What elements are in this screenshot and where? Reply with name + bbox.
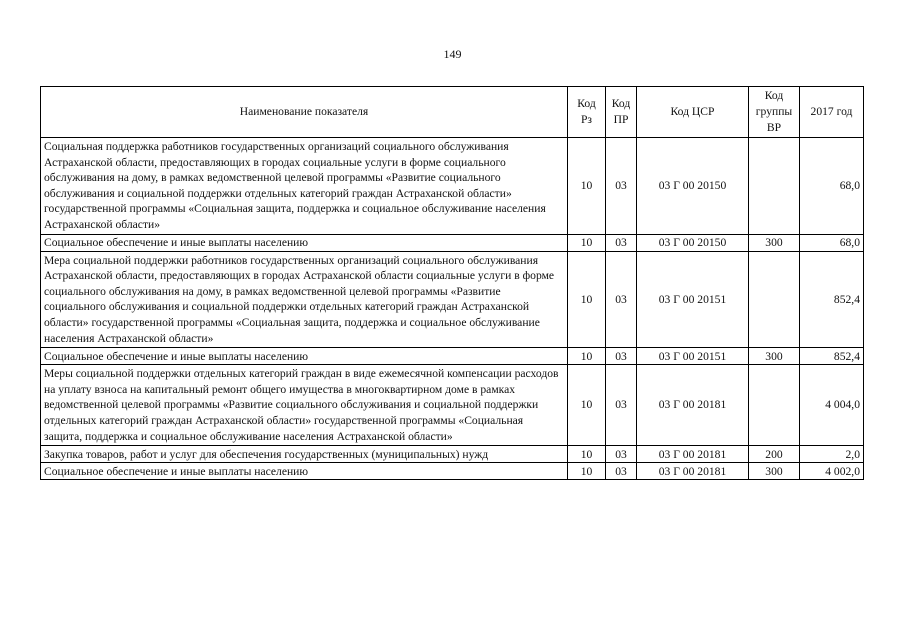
row-csr: 03 Г 00 20150 [637, 234, 749, 251]
page-number: 149 [443, 47, 462, 61]
row-vr [749, 251, 800, 348]
table-row [41, 138, 864, 235]
row-rz: 10 [568, 234, 606, 251]
row-vr: 300 [749, 463, 800, 480]
table-row [41, 251, 864, 348]
header-vr: Код группы ВР [749, 87, 800, 138]
row-pr: 03 [606, 365, 637, 446]
table-row [41, 446, 864, 463]
row-vr [749, 138, 800, 235]
row-rz: 10 [568, 251, 606, 348]
table-row [41, 348, 864, 365]
row-pr: 03 [606, 251, 637, 348]
row-name: Социальная поддержка работников государственных организаций социального обслуживания Астраханской области, предоставляющих в городах социальные услуги в форме социального обслуживания на дому, в рамках ведомственной целевой программы «Развитие социального обслуживания и социальной поддержки отдельных категорий граждан Астраханской области» государственной программы «Социальная защита, поддержка и социальное обслуживание населения Астраханской области» [41, 138, 568, 235]
row-pr: 03 [606, 446, 637, 463]
row-name: Меры социальной поддержки отдельных категорий граждан в виде ежемесячной компенсации расходов на уплату взноса на капитальный ремонт общего имущества в многоквартирном доме в рамках ведомственной целевой программы «Развитие социального обслуживания и социальной поддержки отдельных категорий граждан Астраханской области» государственной программы «Социальная защита, поддержка и социальное обслуживание населения Астраханской области» [41, 365, 568, 446]
row-rz: 10 [568, 463, 606, 480]
header-year: 2017 год [800, 87, 864, 138]
table-row [41, 463, 864, 480]
row-csr: 03 Г 00 20181 [637, 463, 749, 480]
row-pr: 03 [606, 348, 637, 365]
row-amount: 68,0 [800, 234, 864, 251]
row-csr: 03 Г 00 20151 [637, 348, 749, 365]
row-rz: 10 [568, 365, 606, 446]
table-row [41, 234, 864, 251]
row-name: Социальное обеспечение и иные выплаты населению [41, 234, 568, 251]
row-vr [749, 365, 800, 446]
header-row [41, 87, 864, 138]
row-pr: 03 [606, 138, 637, 235]
row-vr: 200 [749, 446, 800, 463]
row-pr: 03 [606, 463, 637, 480]
row-csr: 03 Г 00 20181 [637, 365, 749, 446]
row-csr: 03 Г 00 20150 [637, 138, 749, 235]
row-vr: 300 [749, 234, 800, 251]
row-rz: 10 [568, 348, 606, 365]
budget-table [40, 86, 864, 480]
row-amount: 852,4 [800, 251, 864, 348]
header-pr: Код ПР [606, 87, 637, 138]
header-rz: Код Рз [568, 87, 606, 138]
row-rz: 10 [568, 446, 606, 463]
row-csr: 03 Г 00 20181 [637, 446, 749, 463]
row-amount: 2,0 [800, 446, 864, 463]
row-vr: 300 [749, 348, 800, 365]
row-name: Закупка товаров, работ и услуг для обеспечения государственных (муниципальных) нужд [41, 446, 568, 463]
header-csr: Код ЦСР [637, 87, 749, 138]
row-name: Социальное обеспечение и иные выплаты населению [41, 348, 568, 365]
row-amount: 4 004,0 [800, 365, 864, 446]
row-rz: 10 [568, 138, 606, 235]
table-row [41, 365, 864, 446]
row-pr: 03 [606, 234, 637, 251]
row-amount: 4 002,0 [800, 463, 864, 480]
row-amount: 852,4 [800, 348, 864, 365]
row-name: Социальное обеспечение и иные выплаты населению [41, 463, 568, 480]
header-name: Наименование показателя [41, 87, 568, 138]
row-name: Мера социальной поддержки работников государственных организаций социального обслуживания Астраханской области, предоставляющих в городах Астраханской области социальные услуги в форме социального обслуживания на дому, в рамках ведомственной целевой программы «Развитие социального обслуживания и социальной поддержки отдельных категорий граждан Астраханской области» государственной программы «Социальная защита, поддержка и социальное обслуживание населения Астраханской области» [41, 251, 568, 348]
row-csr: 03 Г 00 20151 [637, 251, 749, 348]
row-amount: 68,0 [800, 138, 864, 235]
